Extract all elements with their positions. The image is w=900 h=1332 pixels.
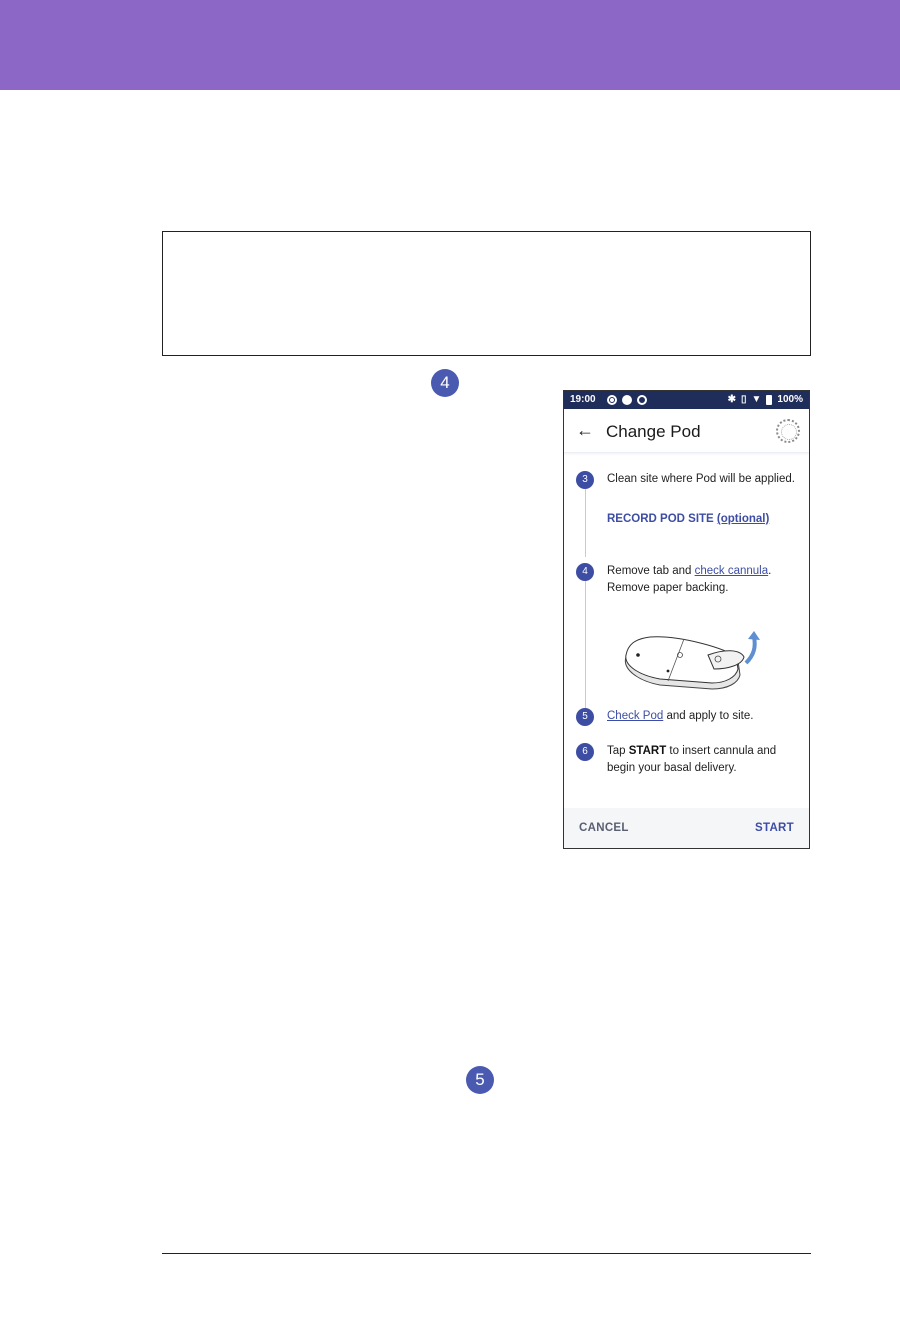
step-text-part: Remove tab and (607, 565, 695, 577)
step-badge: 5 (576, 708, 594, 726)
circle-icon (622, 395, 632, 405)
check-pod-link[interactable]: Check Pod (607, 710, 664, 722)
no-sound-icon (637, 395, 647, 405)
bottom-action-bar (564, 808, 809, 848)
status-bar (564, 391, 809, 409)
bluetooth-icon: ✱ (727, 394, 736, 405)
step-text-part: . (768, 565, 772, 577)
status-time: 19:00 (570, 394, 596, 405)
pod-status-icon[interactable] (776, 419, 800, 443)
warning-box (162, 231, 811, 356)
status-icons-right (728, 391, 803, 409)
start-keyword: START (628, 745, 667, 757)
step-text-part: Remove paper backing. (607, 582, 729, 594)
battery-icon (766, 395, 772, 405)
cancel-button[interactable]: CANCEL (579, 822, 629, 834)
page-title: Change Pod (606, 422, 701, 441)
step-badge: 6 (576, 743, 594, 761)
step-badge: 4 (576, 563, 594, 581)
phone-screenshot (563, 390, 810, 849)
status-icons-left (607, 395, 647, 405)
wifi-icon: ▼ (751, 394, 762, 405)
optional-link[interactable]: (optional) (716, 513, 770, 525)
step-connector (585, 489, 586, 557)
step-text (607, 708, 802, 725)
record-pod-site-link[interactable] (607, 511, 769, 528)
footer-rule (162, 1253, 811, 1254)
step-text (607, 563, 802, 597)
pod-illustration (620, 631, 766, 697)
step-text: Clean site where Pod will be applied. (607, 473, 795, 485)
check-cannula-link[interactable]: check cannula (694, 565, 769, 577)
doc-step-badge: 4 (431, 369, 459, 397)
record-pod-site-label[interactable]: RECORD POD SITE (607, 513, 714, 525)
start-button[interactable]: START (755, 822, 794, 834)
battery-level: 100% (777, 394, 803, 405)
top-banner (0, 0, 900, 90)
step-text-part: Tap (607, 745, 629, 757)
doc-step-badge: 5 (466, 1066, 494, 1094)
step-text-part: to insert cannula and begin your basal delivery. (607, 745, 777, 774)
record-icon (607, 395, 617, 405)
app-header (564, 409, 809, 453)
step-text (607, 743, 802, 777)
step-badge: 3 (576, 471, 594, 489)
step-connector (585, 581, 586, 709)
step-text-part: and apply to site. (663, 710, 754, 722)
vibrate-icon: ▯ (741, 394, 747, 405)
back-arrow-icon[interactable]: ← (576, 420, 594, 440)
